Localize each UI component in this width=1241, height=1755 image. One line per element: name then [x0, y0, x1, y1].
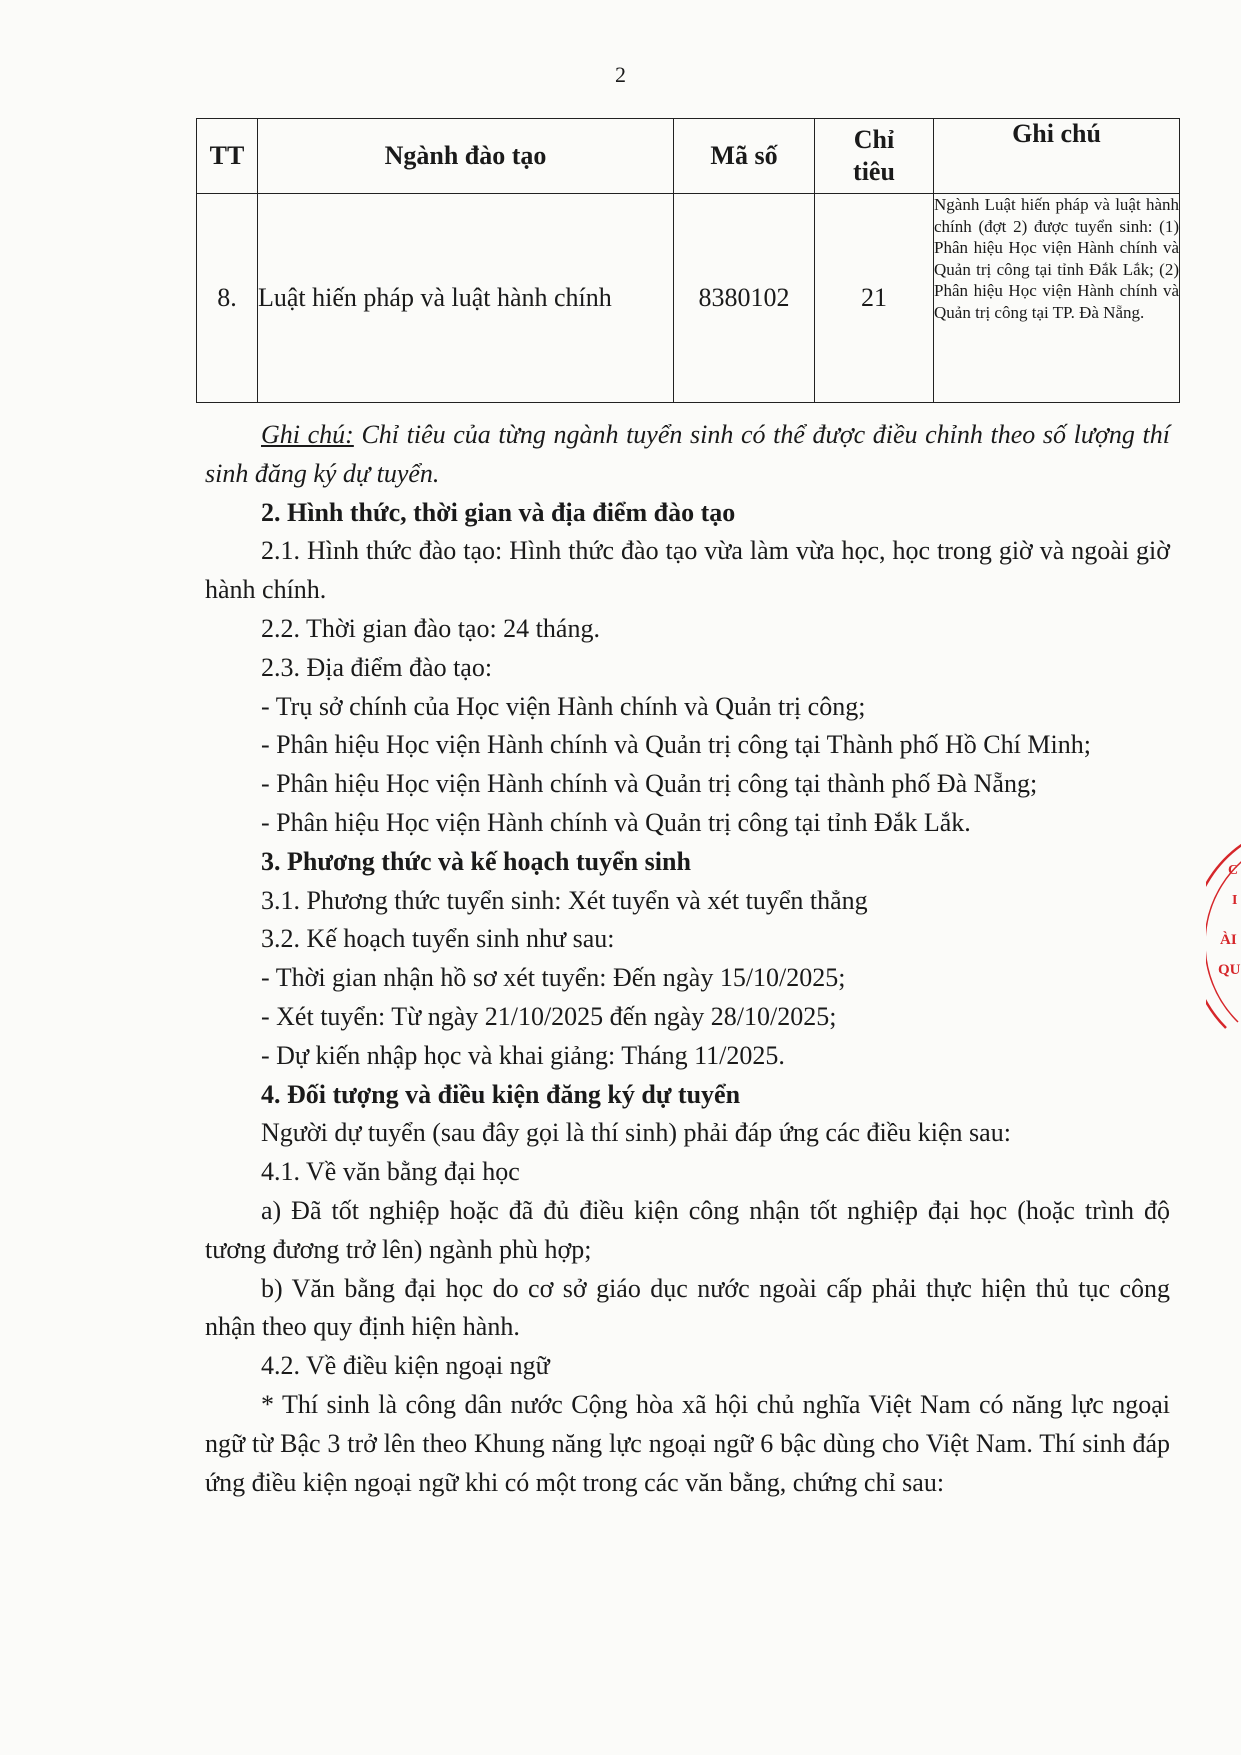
section-2-2: 2.2. Thời gian đào tạo: 24 tháng.	[261, 613, 600, 643]
condition-a: a) Đã tốt nghiệp hoặc đã đủ điều kiện công nhận tốt nghiệp đại học (hoặc trình độ tương đương trở lên) ngành phù hợp;	[205, 1195, 1170, 1264]
svg-text:I: I	[1232, 893, 1238, 908]
table-note-label: Ghi chú:	[261, 420, 354, 449]
location-item: - Phân hiệu Học viện Hành chính và Quản trị công tại Thành phố Hồ Chí Minh;	[261, 730, 1091, 760]
header-code: Mã số	[674, 119, 815, 194]
header-quota-line1: Chỉ	[853, 125, 895, 154]
table-note	[205, 416, 1170, 494]
schedule-item: - Xét tuyển: Từ ngày 21/10/2025 đến ngày 28/10/2025;	[261, 1001, 837, 1031]
section-4-heading: 4. Đối tượng và điều kiện đăng ký dự tuyển	[261, 1079, 741, 1109]
cell-code: 8380102	[674, 194, 815, 403]
condition-b: b) Văn bằng đại học do cơ sở giáo dục nước ngoài cấp phải thực hiện thủ tục công nhận theo quy định hiện hành.	[205, 1273, 1170, 1342]
schedule-item: - Thời gian nhận hồ sơ xét tuyển: Đến ngày 15/10/2025;	[261, 963, 846, 993]
svg-text:C: C	[1228, 863, 1239, 878]
section-4-2: 4.2. Về điều kiện ngoại ngữ	[261, 1351, 550, 1381]
section-4-1: 4.1. Về văn bằng đại học	[261, 1157, 520, 1187]
page-number: 2	[615, 62, 626, 87]
section-3-heading: 3. Phương thức và kế hoạch tuyển sinh	[261, 846, 691, 876]
cell-note: Ngành Luật hiến pháp và luật hành chính (đợt 2) được tuyển sinh: (1) Phân hiệu Học viện Hành chính và Quản trị công tại tỉnh Đắk Lắk; (2) Phân hiệu Học viện Hành chính và Quản trị công tại TP. Đà Nẵng.	[934, 194, 1180, 403]
red-seal-stamp	[1206, 838, 1241, 1038]
section-2-3: 2.3. Địa điểm đào tạo:	[261, 652, 493, 682]
svg-text:ÀI: ÀI	[1220, 932, 1237, 948]
schedule-item: - Dự kiến nhập học và khai giảng: Tháng 11/2025.	[261, 1040, 785, 1070]
section-2-1: 2.1. Hình thức đào tạo: Hình thức đào tạo vừa làm vừa học, học trong giờ và ngoài giờ hành chính.	[205, 536, 1170, 605]
cell-major: Luật hiến pháp và luật hành chính	[258, 194, 674, 403]
table-note-text: Chỉ tiêu của từng ngành tuyển sinh có thể được điều chỉnh theo số lượng thí sinh đăng ký dự tuyển.	[205, 420, 1170, 488]
document-body	[205, 416, 1170, 1502]
header-quota	[815, 119, 934, 194]
table-header-row	[197, 119, 1180, 194]
section-3-1: 3.1. Phương thức tuyển sinh: Xét tuyển và xét tuyển thẳng	[261, 885, 868, 915]
header-major: Ngành đào tạo	[258, 119, 674, 194]
svg-text:QU: QU	[1218, 962, 1241, 978]
location-item: - Phân hiệu Học viện Hành chính và Quản trị công tại thành phố Đà Nẵng;	[261, 769, 1038, 799]
foreign-language-paragraph: * Thí sinh là công dân nước Cộng hòa xã hội chủ nghĩa Việt Nam có năng lực ngoại ngữ từ Bậc 3 trở lên theo Khung năng lực ngoại ngữ 6 bậc dùng cho Việt Nam. Thí sinh đáp ứng điều kiện ngoại ngữ khi có một trong các văn bằng, chứng chỉ sau:	[205, 1389, 1170, 1497]
section-2-heading: 2. Hình thức, thời gian và địa điểm đào tạo	[261, 497, 736, 527]
cell-tt: 8.	[197, 194, 258, 403]
header-note: Ghi chú	[934, 119, 1180, 194]
table-row	[197, 194, 1180, 403]
location-item: - Trụ sở chính của Học viện Hành chính và Quản trị công;	[261, 691, 866, 721]
section-3-2: 3.2. Kế hoạch tuyển sinh như sau:	[261, 924, 615, 954]
header-tt: TT	[197, 119, 258, 194]
header-quota-line2: tiêu	[853, 157, 895, 186]
location-item: - Phân hiệu Học viện Hành chính và Quản trị công tại tỉnh Đắk Lắk.	[261, 807, 971, 837]
admissions-table	[196, 118, 1180, 403]
section-4-intro: Người dự tuyển (sau đây gọi là thí sinh) phải đáp ứng các điều kiện sau:	[261, 1118, 1011, 1148]
cell-quota: 21	[815, 194, 934, 403]
